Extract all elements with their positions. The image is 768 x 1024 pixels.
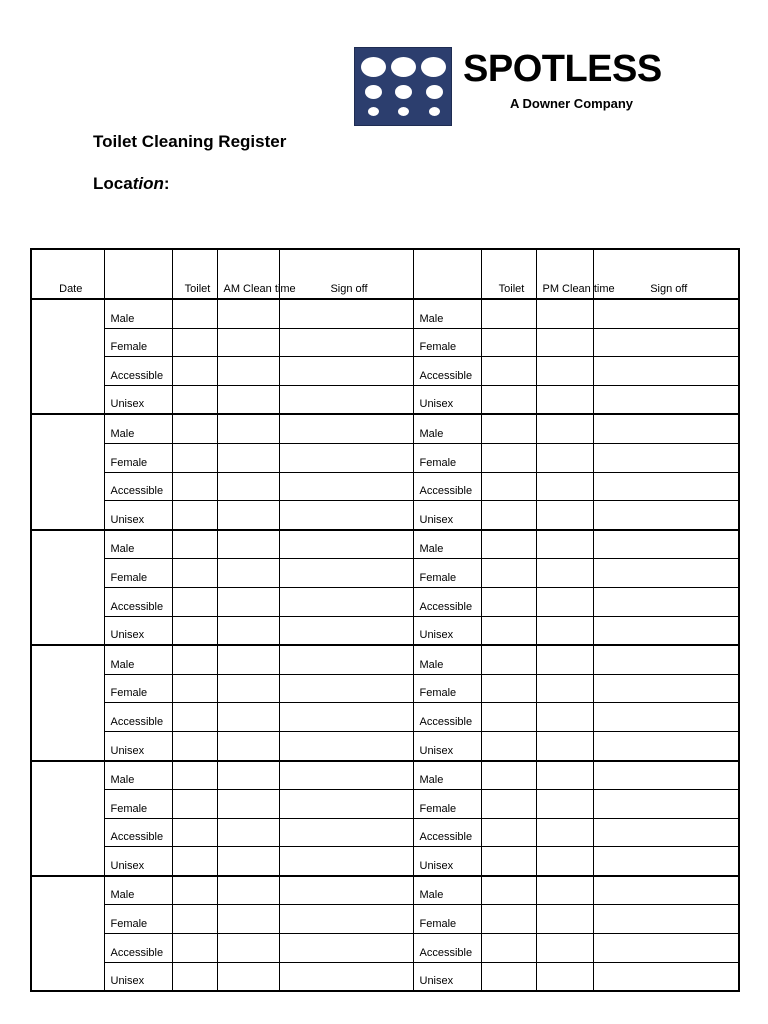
- am-clean-time-cell[interactable]: [217, 847, 279, 876]
- am-clean-time-cell[interactable]: [217, 674, 279, 703]
- date-cell[interactable]: [31, 414, 104, 529]
- header-row: [31, 249, 739, 299]
- logo-dot: [398, 107, 409, 116]
- header-date: Date: [31, 249, 104, 299]
- pm-toilet-cell[interactable]: [481, 790, 536, 819]
- table-row: [31, 299, 739, 328]
- header-pm-sign-off: Sign off: [593, 249, 739, 299]
- pm-clean-time-cell[interactable]: [536, 616, 593, 645]
- pm-sign-off-cell[interactable]: [593, 559, 739, 588]
- am-type-label: Male: [104, 530, 172, 559]
- pm-sign-off-cell[interactable]: [593, 790, 739, 819]
- table-row: [31, 385, 739, 414]
- table-row: [31, 616, 739, 645]
- am-clean-time-cell[interactable]: [217, 530, 279, 559]
- am-clean-time-cell[interactable]: [217, 559, 279, 588]
- pm-type-label: Female: [413, 559, 481, 588]
- pm-sign-off-cell[interactable]: [593, 472, 739, 501]
- pm-clean-time-cell[interactable]: [536, 385, 593, 414]
- pm-type-label: Male: [413, 645, 481, 674]
- document-title: Toilet Cleaning Register: [93, 132, 287, 151]
- table-row: [31, 761, 739, 790]
- am-toilet-cell[interactable]: [172, 414, 217, 443]
- table-row: [31, 472, 739, 501]
- pm-type-label: Accessible: [413, 587, 481, 616]
- am-type-label: Unisex: [104, 847, 172, 876]
- table-row: [31, 357, 739, 386]
- pm-sign-off-cell[interactable]: [593, 645, 739, 674]
- am-type-label: Unisex: [104, 962, 172, 991]
- am-clean-time-cell[interactable]: [217, 587, 279, 616]
- pm-toilet-cell[interactable]: [481, 962, 536, 991]
- pm-sign-off-cell[interactable]: [593, 905, 739, 934]
- pm-clean-time-cell[interactable]: [536, 818, 593, 847]
- brand-name: SPOTLESS: [463, 48, 662, 90]
- table-row: [31, 962, 739, 991]
- pm-clean-time-cell[interactable]: [536, 703, 593, 732]
- am-sign-off-cell[interactable]: [279, 674, 413, 703]
- pm-sign-off-cell[interactable]: [593, 731, 739, 760]
- am-toilet-cell[interactable]: [172, 299, 217, 328]
- am-type-label: Male: [104, 414, 172, 443]
- pm-sign-off-cell[interactable]: [593, 703, 739, 732]
- am-clean-time-cell[interactable]: [217, 905, 279, 934]
- date-cell[interactable]: [31, 645, 104, 760]
- am-sign-off-cell[interactable]: [279, 934, 413, 963]
- pm-toilet-cell[interactable]: [481, 472, 536, 501]
- pm-toilet-cell[interactable]: [481, 847, 536, 876]
- header-pm-toilet: Toilet: [481, 249, 536, 299]
- am-clean-time-cell[interactable]: [217, 731, 279, 760]
- logo-dot: [368, 107, 379, 116]
- am-clean-time-cell[interactable]: [217, 443, 279, 472]
- pm-clean-time-cell[interactable]: [536, 847, 593, 876]
- header-am-clean-time: AM Clean time: [217, 249, 279, 299]
- pm-toilet-cell[interactable]: [481, 876, 536, 905]
- register-body: [31, 299, 739, 991]
- am-clean-time-cell[interactable]: [217, 703, 279, 732]
- pm-sign-off-cell[interactable]: [593, 385, 739, 414]
- am-toilet-cell[interactable]: [172, 616, 217, 645]
- am-sign-off-cell[interactable]: [279, 731, 413, 760]
- pm-type-label: Accessible: [413, 934, 481, 963]
- am-type-label: Male: [104, 876, 172, 905]
- pm-type-label: Female: [413, 674, 481, 703]
- pm-clean-time-cell[interactable]: [536, 501, 593, 530]
- pm-type-label: Unisex: [413, 501, 481, 530]
- pm-sign-off-cell[interactable]: [593, 501, 739, 530]
- am-type-label: Female: [104, 559, 172, 588]
- am-type-label: Male: [104, 299, 172, 328]
- pm-clean-time-cell[interactable]: [536, 790, 593, 819]
- table-row: [31, 731, 739, 760]
- spotless-logo-icon: [354, 47, 452, 126]
- pm-clean-time-cell[interactable]: [536, 876, 593, 905]
- am-toilet-cell[interactable]: [172, 790, 217, 819]
- pm-clean-time-cell[interactable]: [536, 962, 593, 991]
- am-toilet-cell[interactable]: [172, 818, 217, 847]
- pm-toilet-cell[interactable]: [481, 414, 536, 443]
- table-row: [31, 876, 739, 905]
- am-toilet-cell[interactable]: [172, 962, 217, 991]
- am-toilet-cell[interactable]: [172, 501, 217, 530]
- am-sign-off-cell[interactable]: [279, 530, 413, 559]
- am-toilet-cell[interactable]: [172, 328, 217, 357]
- am-type-label: Accessible: [104, 587, 172, 616]
- pm-type-label: Male: [413, 876, 481, 905]
- am-type-label: Female: [104, 443, 172, 472]
- pm-clean-time-cell[interactable]: [536, 674, 593, 703]
- date-cell[interactable]: [31, 299, 104, 414]
- table-row: [31, 530, 739, 559]
- table-row: [31, 328, 739, 357]
- pm-clean-time-cell[interactable]: [536, 472, 593, 501]
- table-row: [31, 703, 739, 732]
- table-row: [31, 847, 739, 876]
- pm-sign-off-cell[interactable]: [593, 876, 739, 905]
- am-type-label: Accessible: [104, 703, 172, 732]
- am-sign-off-cell[interactable]: [279, 443, 413, 472]
- am-toilet-cell[interactable]: [172, 385, 217, 414]
- table-row: [31, 674, 739, 703]
- pm-sign-off-cell[interactable]: [593, 616, 739, 645]
- am-sign-off-cell[interactable]: [279, 587, 413, 616]
- pm-type-label: Unisex: [413, 385, 481, 414]
- table-row: [31, 905, 739, 934]
- pm-toilet-cell[interactable]: [481, 934, 536, 963]
- logo-dot: [426, 85, 443, 99]
- am-toilet-cell[interactable]: [172, 934, 217, 963]
- pm-sign-off-cell[interactable]: [593, 934, 739, 963]
- location-label: Location:: [93, 174, 170, 193]
- pm-clean-time-cell[interactable]: [536, 443, 593, 472]
- am-type-label: Female: [104, 674, 172, 703]
- pm-type-label: Accessible: [413, 472, 481, 501]
- am-type-label: Unisex: [104, 385, 172, 414]
- logo-dot: [391, 57, 416, 77]
- date-cell[interactable]: [31, 876, 104, 991]
- table-row: [31, 559, 739, 588]
- pm-clean-time-cell[interactable]: [536, 761, 593, 790]
- am-type-label: Accessible: [104, 472, 172, 501]
- pm-sign-off-cell[interactable]: [593, 414, 739, 443]
- am-sign-off-cell[interactable]: [279, 790, 413, 819]
- am-clean-time-cell[interactable]: [217, 761, 279, 790]
- table-row: [31, 790, 739, 819]
- pm-clean-time-cell[interactable]: [536, 645, 593, 674]
- logo-dot: [421, 57, 446, 77]
- am-toilet-cell[interactable]: [172, 703, 217, 732]
- header-pm-clean-time: PM Clean time: [536, 249, 593, 299]
- pm-sign-off-cell[interactable]: [593, 299, 739, 328]
- pm-toilet-cell[interactable]: [481, 501, 536, 530]
- am-toilet-cell[interactable]: [172, 357, 217, 386]
- am-type-label: Male: [104, 761, 172, 790]
- pm-type-label: Accessible: [413, 357, 481, 386]
- pm-toilet-cell[interactable]: [481, 328, 536, 357]
- pm-sign-off-cell[interactable]: [593, 818, 739, 847]
- pm-clean-time-cell[interactable]: [536, 299, 593, 328]
- am-clean-time-cell[interactable]: [217, 357, 279, 386]
- am-sign-off-cell[interactable]: [279, 876, 413, 905]
- am-toilet-cell[interactable]: [172, 587, 217, 616]
- logo-dot: [365, 85, 382, 99]
- pm-type-label: Male: [413, 299, 481, 328]
- am-sign-off-cell[interactable]: [279, 847, 413, 876]
- am-sign-off-cell[interactable]: [279, 472, 413, 501]
- am-type-label: Accessible: [104, 934, 172, 963]
- am-clean-time-cell[interactable]: [217, 962, 279, 991]
- pm-type-label: Accessible: [413, 818, 481, 847]
- am-type-label: Female: [104, 905, 172, 934]
- pm-type-label: Unisex: [413, 616, 481, 645]
- pm-clean-time-cell[interactable]: [536, 414, 593, 443]
- am-clean-time-cell[interactable]: [217, 328, 279, 357]
- am-toilet-cell[interactable]: [172, 847, 217, 876]
- pm-toilet-cell[interactable]: [481, 674, 536, 703]
- am-sign-off-cell[interactable]: [279, 501, 413, 530]
- am-sign-off-cell[interactable]: [279, 818, 413, 847]
- am-type-label: Accessible: [104, 818, 172, 847]
- brand-tagline: A Downer Company: [510, 96, 634, 111]
- table-row: [31, 587, 739, 616]
- am-sign-off-cell[interactable]: [279, 905, 413, 934]
- pm-sign-off-cell[interactable]: [593, 530, 739, 559]
- am-toilet-cell[interactable]: [172, 443, 217, 472]
- pm-clean-time-cell[interactable]: [536, 357, 593, 386]
- pm-type-label: Female: [413, 905, 481, 934]
- am-toilet-cell[interactable]: [172, 645, 217, 674]
- pm-type-label: Female: [413, 443, 481, 472]
- am-type-label: Accessible: [104, 357, 172, 386]
- table-row: [31, 501, 739, 530]
- pm-type-label: Unisex: [413, 962, 481, 991]
- logo-dot: [361, 57, 386, 77]
- header-am-toilet: Toilet: [172, 249, 217, 299]
- pm-clean-time-cell[interactable]: [536, 731, 593, 760]
- date-cell[interactable]: [31, 530, 104, 645]
- header-pm-type: [413, 249, 481, 299]
- pm-clean-time-cell[interactable]: [536, 934, 593, 963]
- date-cell[interactable]: [31, 761, 104, 876]
- pm-toilet-cell[interactable]: [481, 731, 536, 760]
- am-clean-time-cell[interactable]: [217, 616, 279, 645]
- pm-clean-time-cell[interactable]: [536, 530, 593, 559]
- header-am-sign-off: Sign off: [279, 249, 413, 299]
- pm-toilet-cell[interactable]: [481, 818, 536, 847]
- am-sign-off-cell[interactable]: [279, 645, 413, 674]
- am-sign-off-cell[interactable]: [279, 328, 413, 357]
- am-sign-off-cell[interactable]: [279, 559, 413, 588]
- pm-toilet-cell[interactable]: [481, 357, 536, 386]
- pm-clean-time-cell[interactable]: [536, 905, 593, 934]
- am-type-label: Male: [104, 645, 172, 674]
- logo-dot: [395, 85, 412, 99]
- am-clean-time-cell[interactable]: [217, 934, 279, 963]
- pm-sign-off-cell[interactable]: [593, 847, 739, 876]
- pm-sign-off-cell[interactable]: [593, 674, 739, 703]
- table-row: [31, 818, 739, 847]
- table-row: [31, 414, 739, 443]
- pm-type-label: Accessible: [413, 703, 481, 732]
- am-type-label: Unisex: [104, 731, 172, 760]
- am-toilet-cell[interactable]: [172, 472, 217, 501]
- am-sign-off-cell[interactable]: [279, 357, 413, 386]
- table-row: [31, 934, 739, 963]
- am-clean-time-cell[interactable]: [217, 818, 279, 847]
- pm-type-label: Unisex: [413, 731, 481, 760]
- header-am-type: [104, 249, 172, 299]
- pm-toilet-cell[interactable]: [481, 703, 536, 732]
- pm-toilet-cell[interactable]: [481, 761, 536, 790]
- am-sign-off-cell[interactable]: [279, 962, 413, 991]
- logo-dot: [429, 107, 440, 116]
- pm-type-label: Male: [413, 761, 481, 790]
- pm-type-label: Male: [413, 530, 481, 559]
- am-toilet-cell[interactable]: [172, 559, 217, 588]
- pm-type-label: Unisex: [413, 847, 481, 876]
- pm-sign-off-cell[interactable]: [593, 328, 739, 357]
- pm-toilet-cell[interactable]: [481, 443, 536, 472]
- am-type-label: Female: [104, 328, 172, 357]
- pm-toilet-cell[interactable]: [481, 616, 536, 645]
- pm-toilet-cell[interactable]: [481, 385, 536, 414]
- am-clean-time-cell[interactable]: [217, 414, 279, 443]
- pm-type-label: Male: [413, 414, 481, 443]
- am-sign-off-cell[interactable]: [279, 299, 413, 328]
- am-sign-off-cell[interactable]: [279, 414, 413, 443]
- am-clean-time-cell[interactable]: [217, 645, 279, 674]
- pm-type-label: Female: [413, 790, 481, 819]
- pm-sign-off-cell[interactable]: [593, 357, 739, 386]
- am-clean-time-cell[interactable]: [217, 299, 279, 328]
- am-type-label: Unisex: [104, 501, 172, 530]
- pm-sign-off-cell[interactable]: [593, 962, 739, 991]
- am-clean-time-cell[interactable]: [217, 790, 279, 819]
- am-sign-off-cell[interactable]: [279, 703, 413, 732]
- pm-toilet-cell[interactable]: [481, 559, 536, 588]
- am-clean-time-cell[interactable]: [217, 472, 279, 501]
- pm-clean-time-cell[interactable]: [536, 328, 593, 357]
- am-toilet-cell[interactable]: [172, 876, 217, 905]
- pm-sign-off-cell[interactable]: [593, 587, 739, 616]
- am-clean-time-cell[interactable]: [217, 385, 279, 414]
- pm-clean-time-cell[interactable]: [536, 559, 593, 588]
- table-row: [31, 645, 739, 674]
- pm-sign-off-cell[interactable]: [593, 761, 739, 790]
- am-sign-off-cell[interactable]: [279, 385, 413, 414]
- am-type-label: Female: [104, 790, 172, 819]
- cleaning-register-table: [30, 248, 740, 992]
- pm-sign-off-cell[interactable]: [593, 443, 739, 472]
- am-type-label: Unisex: [104, 616, 172, 645]
- am-toilet-cell[interactable]: [172, 761, 217, 790]
- am-sign-off-cell[interactable]: [279, 616, 413, 645]
- am-sign-off-cell[interactable]: [279, 761, 413, 790]
- am-toilet-cell[interactable]: [172, 905, 217, 934]
- pm-type-label: Female: [413, 328, 481, 357]
- am-clean-time-cell[interactable]: [217, 501, 279, 530]
- pm-toilet-cell[interactable]: [481, 530, 536, 559]
- am-clean-time-cell[interactable]: [217, 876, 279, 905]
- pm-toilet-cell[interactable]: [481, 905, 536, 934]
- pm-toilet-cell[interactable]: [481, 299, 536, 328]
- table-row: [31, 443, 739, 472]
- am-toilet-cell[interactable]: [172, 530, 217, 559]
- pm-toilet-cell[interactable]: [481, 645, 536, 674]
- am-toilet-cell[interactable]: [172, 674, 217, 703]
- pm-toilet-cell[interactable]: [481, 587, 536, 616]
- pm-clean-time-cell[interactable]: [536, 587, 593, 616]
- am-toilet-cell[interactable]: [172, 731, 217, 760]
